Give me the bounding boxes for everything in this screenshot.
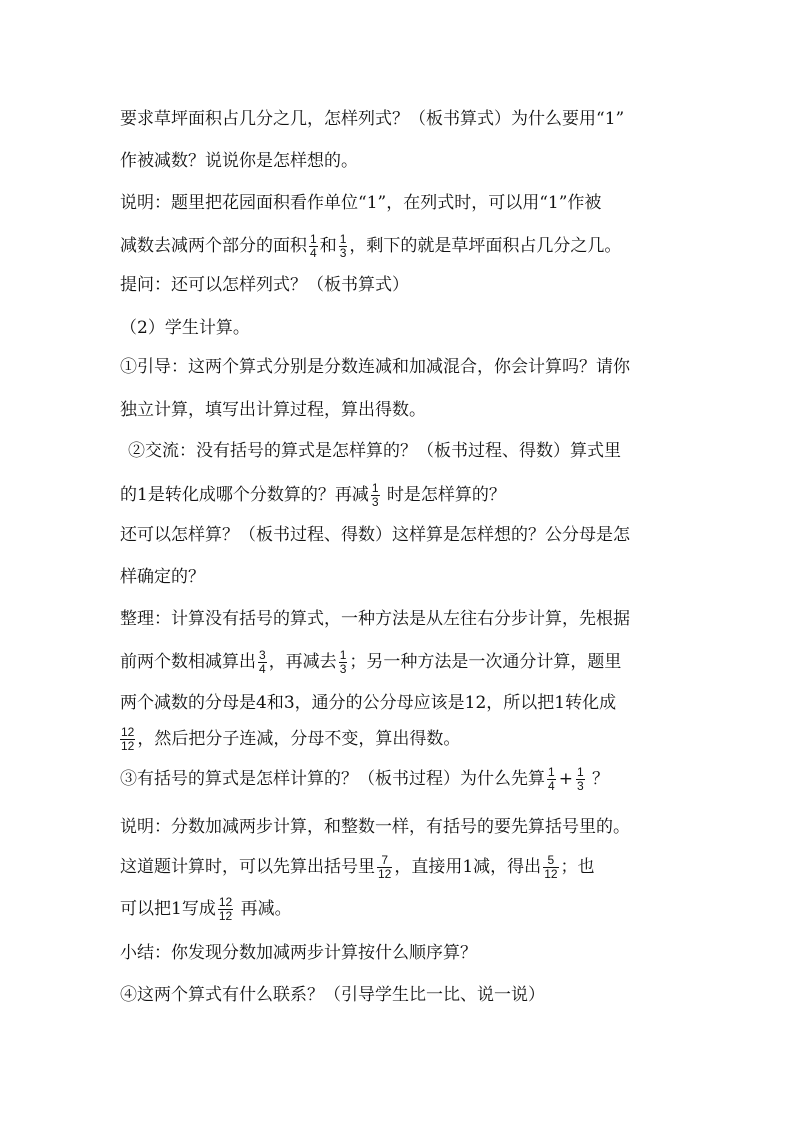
text: ②交流：没有括号的算式是怎样算的？（板书过程、得数）算式里 xyxy=(128,441,621,461)
paragraph-question-grass-area xyxy=(120,104,624,134)
text: 说明：题里把花园面积看作单位“1”，在列式时，可以用“1”作被 xyxy=(120,193,602,213)
paragraph-other-way-continued xyxy=(120,562,205,592)
paragraph-explanation-two-step xyxy=(120,812,630,842)
fraction-numerator: 12 xyxy=(121,725,135,739)
paragraph-connection xyxy=(120,980,545,1010)
text: 说明：分数加减两步计算，和整数一样，有括号的要先算括号里的。 xyxy=(120,817,630,837)
fraction-denominator: 12 xyxy=(121,739,135,753)
text: 样确定的？ xyxy=(120,567,205,587)
text: 时是怎样算的？ xyxy=(381,485,506,505)
text: 整理：计算没有括号的算式，一种方法是从左往右分步计算，先根据 xyxy=(120,609,630,629)
fraction-denominator: 4 xyxy=(310,246,317,260)
text: ，然后把分子连减，分母不变，算出得数。 xyxy=(137,729,461,749)
text: ①引导：这两个算式分别是分数连减和加减混合，你会计算吗？请你 xyxy=(120,357,630,377)
text: 前两个数相减算出 xyxy=(120,652,256,672)
paragraph-guide-continued xyxy=(120,395,426,425)
text: 这道题计算时，可以先算出括号里 xyxy=(120,857,375,877)
fraction xyxy=(547,766,556,793)
text: 两个减数的分母是4和3，通分的公分母应该是12，所以把1转化成 xyxy=(120,693,617,713)
text: ；也 xyxy=(560,857,595,877)
text: 再减。 xyxy=(235,899,292,919)
fraction xyxy=(377,854,392,881)
text: ；另一种方法是一次通分计算，题里 xyxy=(349,652,622,672)
text: 还可以怎样算？（板书过程、得数）这样算是怎样想的？公分母是怎 xyxy=(120,525,630,545)
text: 要求草坪面积占几分之几，怎样列式？（板书算式）为什么要用“1” xyxy=(120,109,625,129)
text: ？ xyxy=(586,769,610,789)
paragraph-summary-fractions xyxy=(120,647,621,677)
text: ④这两个算式有什么联系？（引导学生比一比、说一说） xyxy=(120,985,545,1005)
paragraph-discussion-continued xyxy=(120,480,506,510)
fraction-numerator: 5 xyxy=(543,854,558,868)
paragraph-summary-end xyxy=(120,724,460,754)
fraction xyxy=(218,896,233,923)
text: 独立计算，填写出计算过程，算出得数。 xyxy=(120,400,426,420)
paragraph-question-continued xyxy=(120,146,358,176)
text: ，直接用1减，得出 xyxy=(394,857,542,877)
fraction-denominator: 4 xyxy=(548,779,555,793)
text: 和 xyxy=(319,236,337,256)
fraction-denominator: 12 xyxy=(378,867,392,881)
fraction xyxy=(543,854,558,881)
text: ，剩下的就是草坪面积占几分之几。 xyxy=(349,236,622,256)
paragraph-explanation-fractions xyxy=(120,231,621,261)
fraction-denominator: 3 xyxy=(339,246,347,260)
text: ，再减去 xyxy=(268,652,337,672)
fraction xyxy=(309,233,318,260)
paragraph-summary xyxy=(120,604,630,634)
fraction-numerator: 3 xyxy=(259,648,266,662)
fraction-numerator: 1 xyxy=(576,765,584,779)
text: ③有括号的算式是怎样计算的？（板书过程）为什么先算 xyxy=(120,769,545,789)
paragraph-conclusion xyxy=(120,938,477,968)
text: 作被减数？说说你是怎样想的。 xyxy=(120,151,358,171)
paragraph-explanation xyxy=(120,188,601,218)
plus-sign: + xyxy=(558,769,573,789)
fraction xyxy=(258,649,267,676)
paragraph-prompt xyxy=(120,270,409,300)
fraction-denominator: 4 xyxy=(259,662,266,676)
fraction-denominator: 12 xyxy=(218,909,233,923)
fraction-numerator: 7 xyxy=(377,854,392,868)
fraction xyxy=(576,766,585,793)
fraction-denominator: 3 xyxy=(339,662,347,676)
text: 的1是转化成哪个分数算的？再减 xyxy=(120,485,369,505)
text: 小结：你发现分数加减两步计算按什么顺序算？ xyxy=(120,943,477,963)
fraction-numerator: 1 xyxy=(310,232,317,246)
fraction-numerator: 1 xyxy=(339,232,347,246)
text: 减数去减两个部分的面积 xyxy=(120,236,307,256)
paragraph-discussion xyxy=(128,436,621,466)
fraction-numerator: 1 xyxy=(339,648,347,662)
section-heading-student-calc xyxy=(120,313,250,343)
text: （2）学生计算。 xyxy=(120,318,250,338)
fraction-denominator: 3 xyxy=(371,495,379,509)
fraction xyxy=(339,649,348,676)
fraction-numerator: 1 xyxy=(548,765,555,779)
fraction xyxy=(339,233,348,260)
text: 提问：还可以怎样列式？（板书算式） xyxy=(120,275,409,295)
paragraph-parentheses xyxy=(120,764,609,794)
fraction xyxy=(371,482,380,509)
fraction-denominator: 3 xyxy=(576,779,584,793)
fraction-numerator: 12 xyxy=(218,895,233,909)
paragraph-explanation-two-step-end xyxy=(120,894,292,924)
text: 可以把1写成 xyxy=(120,899,216,919)
paragraph-summary-denominators xyxy=(120,688,616,718)
paragraph-guide xyxy=(120,352,630,382)
fraction xyxy=(120,726,135,753)
paragraph-explanation-two-step-fractions xyxy=(120,852,595,882)
fraction-denominator: 12 xyxy=(544,867,558,881)
fraction-numerator: 1 xyxy=(371,481,379,495)
paragraph-other-way xyxy=(120,520,630,550)
